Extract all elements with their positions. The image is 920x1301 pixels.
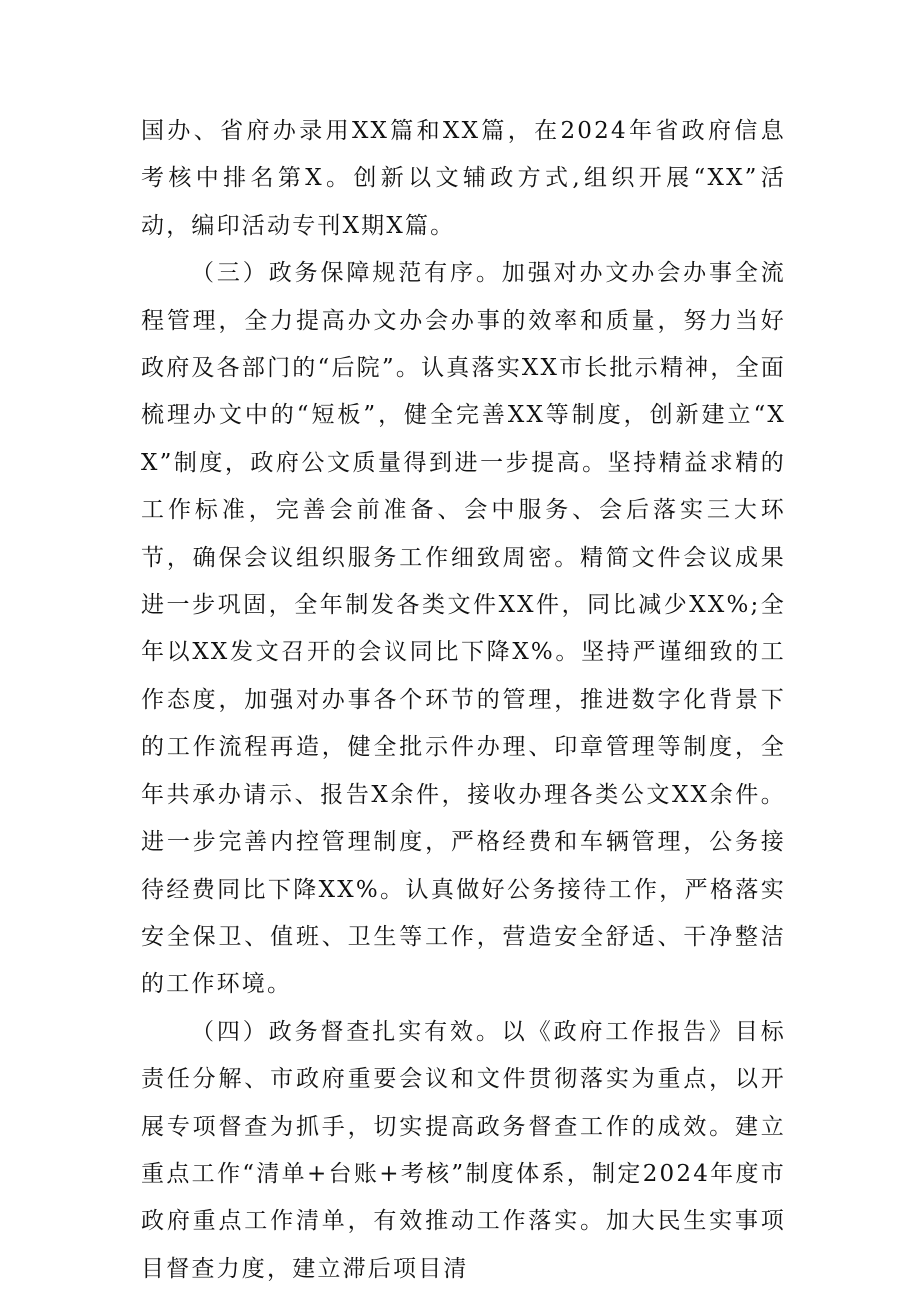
document-body	[141, 108, 786, 1293]
paragraph-continuation: 国办、省府办录用XX篇和XX篇，在2024年省政府信息考核中排名第X。创新以文辅政方式,组织开展“XX”活动，编印活动专刊X期X篇。	[141, 118, 786, 239]
paragraph-section-3: （三）政务保障规范有序。加强对办文办会办事全流程管理，全力提高办文办会办事的效率和质量，努力当好政府及各部门的“后院”。认真落实XX市长批示精神，全面梳理办文中的“短板”，健全完善XX等制度，创新建立“XX”制度，政府公文质量得到进一步提高。坚持精益求精的工作标准，完善会前准备、会中服务、会后落实三大环节，确保会议组织服务工作细致周密。精简文件会议成果进一步巩固，全年制发各类文件XX件，同比减少XX%;全年以XX发文召开的会议同比下降X%。坚持严谨细致的工作态度，加强对办事各个环节的管理，推进数字化背景下的工作流程再造，健全批示件办理、印章管理等制度，全年共承办请示、报告X余件，接收办理各类公文XX余件。进一步完善内控管理制度，严格经费和车辆管理，公务接待经费同比下降XX%。认真做好公务接待工作，严格落实安全保卫、值班、卫生等工作，营造安全舒适、干净整洁的工作环境。	[141, 260, 787, 998]
paragraph-section-4: （四）政务督查扎实有效。以《政府工作报告》目标责任分解、市政府重要会议和文件贯彻落实为重点，以开展专项督查为抓手，切实提高政务督查工作的成效。建立重点工作“清单+台账+考核”制度体系，制定2024年度市政府重点工作清单，有效推动工作落实。加大民生实事项目督查力度，建立滞后项目清	[141, 1018, 786, 1282]
